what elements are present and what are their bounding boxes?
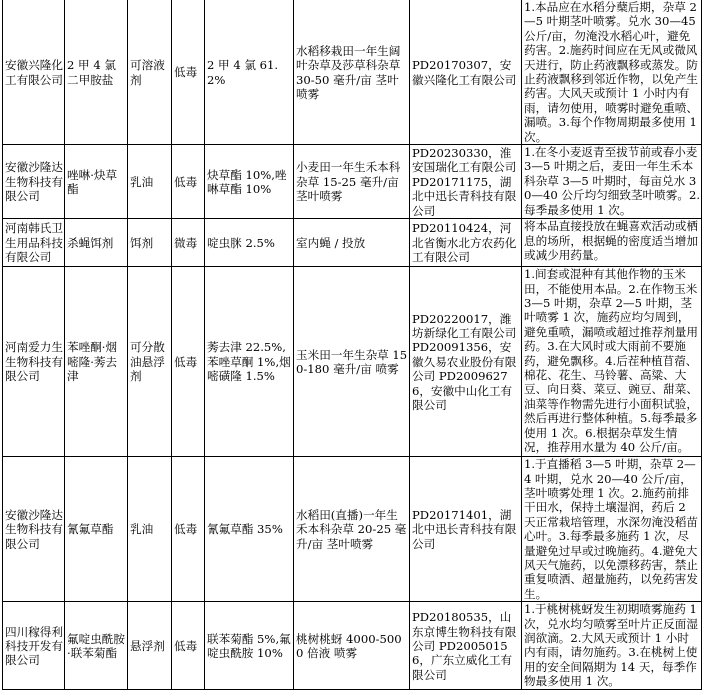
formulation-cell: 可分散油悬浮剂 <box>128 267 172 457</box>
table-row <box>3 145 702 219</box>
formulation-cell: 悬浮剂 <box>128 602 172 690</box>
usage-cell: 玉米田一年生杂草 150-180 毫升/亩 喷雾 <box>294 267 410 457</box>
toxicity-cell: 低毒 <box>172 267 205 457</box>
table-row <box>3 219 702 267</box>
pesticide-registration-table <box>2 0 702 690</box>
registration-cell: PD20180535，山东京博生物科技有限公司 PD20050156，广东立威化工有限公司 <box>410 602 522 690</box>
company-cell: 安徽沙隆达生物科技有限公司 <box>3 457 65 602</box>
table-row <box>3 267 702 457</box>
table-row <box>3 457 702 602</box>
usage-cell: 水稻田(直播)一年生禾本科杂草 20-25 毫升/亩 茎叶喷雾 <box>294 457 410 602</box>
product-name-cell: 唑啉·炔草酯 <box>65 145 128 219</box>
product-name-cell: 氰氟草酯 <box>65 457 128 602</box>
registration-cell: PD20110424，河北省衡水北方农药化工有限公司 <box>410 219 522 267</box>
usage-cell: 桃树桃蚜 4000-5000 倍液 喷雾 <box>294 602 410 690</box>
usage-cell: 室内蝇 / 投放 <box>294 219 410 267</box>
notes-cell: 将本品直接投放在蝇喜欢活动或栖息的场所，根据蝇的密度适当增加或减少用药量。 <box>522 219 702 267</box>
toxicity-cell: 低毒 <box>172 457 205 602</box>
product-name-cell: 2 甲 4 氯二甲胺盐 <box>65 0 128 145</box>
formulation-cell: 乳油 <box>128 145 172 219</box>
table-row <box>3 0 702 145</box>
product-name-cell: 氟啶虫酰胺·联苯菊酯 <box>65 602 128 690</box>
active-ingredient-cell: 莠去津 22.5%,苯唑草酮 1%,烟嘧磺隆 1.5% <box>205 267 294 457</box>
notes-cell: 1.本品应在水稻分蘖后期，杂草 2—5 叶期茎叶喷雾。兑水 30—45 公斤/亩，勿淹没水稻心叶，避免药害。2.施药时间应在无风或微风天进行，防止药液飘移或蒸发。防止药液飘移到邻近作物，以免产生药害。大风天或预计 1 小时内有雨，请勿使用，喷雾时避免重喷、漏喷。3.每个作物周期最多使用 1 次。 <box>522 0 702 145</box>
active-ingredient-cell: 氰氟草酯 35% <box>205 457 294 602</box>
registration-cell: PD20230330，淮安国瑞化工有限公司 PD20171175，湖北中迅长青科技有限公司 <box>410 145 522 219</box>
product-name-cell: 杀蝇饵剂 <box>65 219 128 267</box>
table-row <box>3 602 702 690</box>
toxicity-cell: 低毒 <box>172 0 205 145</box>
active-ingredient-cell: 2 甲 4 氯 61.2% <box>205 0 294 145</box>
notes-cell: 1.于桃树桃蚜发生初期喷雾施药 1 次，兑水均匀喷雾至叶片正反面湿润欲滴。2.大风天或预计 1 小时内有雨，请勿施药。3.在桃树上使用的安全间隔期为 14 天，每季作物最多使用 1 次。 <box>522 602 702 690</box>
registration-cell: PD20171401，湖北中迅长青科技有限公司 <box>410 457 522 602</box>
company-cell: 安徽沙隆达生物科技有限公司 <box>3 145 65 219</box>
toxicity-cell: 微毒 <box>172 219 205 267</box>
usage-cell: 小麦田一年生禾本科杂草 15-25 毫升/亩 茎叶喷雾 <box>294 145 410 219</box>
formulation-cell: 乳油 <box>128 457 172 602</box>
company-cell: 四川稼得利科技开发有限公司 <box>3 602 65 690</box>
registration-cell: PD20220017，潍坊新绿化工有限公司 PD20091356，安徽久易农业股份有限公司 PD20096276，安徽中山化工有限公司 <box>410 267 522 457</box>
notes-cell: 1.间套或混种有其他作物的玉米田，不能使用本品。2.在作物玉米 3—5 叶期，杂草 2—5 叶期，茎叶喷雾 1 次，施药应均匀周到，避免重喷，漏喷或超过推荐剂量用药。3.在大风时或大雨前不要施药，避免飘移。4.后茬种植苜蓿、棉花、花生、马铃薯、高粱、大豆、向日葵、菜豆、豌豆、甜菜、油菜等作物需先进行小面积试验，然后再进行整体种植。5.每季最多使用 1 次。6.根据杂草发生情况，推荐用水量为 40 公斤/亩。 <box>522 267 702 457</box>
toxicity-cell: 低毒 <box>172 145 205 219</box>
toxicity-cell: 低毒 <box>172 602 205 690</box>
active-ingredient-cell: 啶虫脒 2.5% <box>205 219 294 267</box>
company-cell: 河南爱力生生物科技有限公司 <box>3 267 65 457</box>
notes-cell: 1.于直播稻 3—5 叶期，杂草 2—4 叶期，兑水 20—40 公斤/亩，茎叶喷雾处理 1 次。2.施药前排干田水，保持土壤湿润，药后 2 天正常栽培管理，水深勿淹没稻苗心叶。3.每季最多施药 1 次，尽量避免过早或过晚施药。4.避免大风天气施药，以免漂移药害，禁止重复喷洒、超量施药，以免药害发生。 <box>522 457 702 602</box>
formulation-cell: 饵剂 <box>128 219 172 267</box>
registration-cell: PD20170307，安徽兴隆化工有限公司 <box>410 0 522 145</box>
active-ingredient-cell: 炔草酯 10%,唑啉草酯 10% <box>205 145 294 219</box>
usage-cell: 水稻移栽田一年生阔叶杂草及莎草科杂草 30-50 毫升/亩 茎叶喷雾 <box>294 0 410 145</box>
company-cell: 安徽兴隆化工有限公司 <box>3 0 65 145</box>
notes-cell: 1.在冬小麦返青至拔节前或春小麦 3—5 叶期之后，麦田一年生禾本科杂草 3—5 叶期时，每亩兑水 30—40 公斤均匀细致茎叶喷雾。2.每季最多使用 1 次。 <box>522 145 702 219</box>
product-name-cell: 苯唑酮·烟嘧隆·莠去津 <box>65 267 128 457</box>
formulation-cell: 可溶液剂 <box>128 0 172 145</box>
active-ingredient-cell: 联苯菊酯 5%,氟啶虫酰胺 10% <box>205 602 294 690</box>
company-cell: 河南韩氏卫生用品科技有限公司 <box>3 219 65 267</box>
